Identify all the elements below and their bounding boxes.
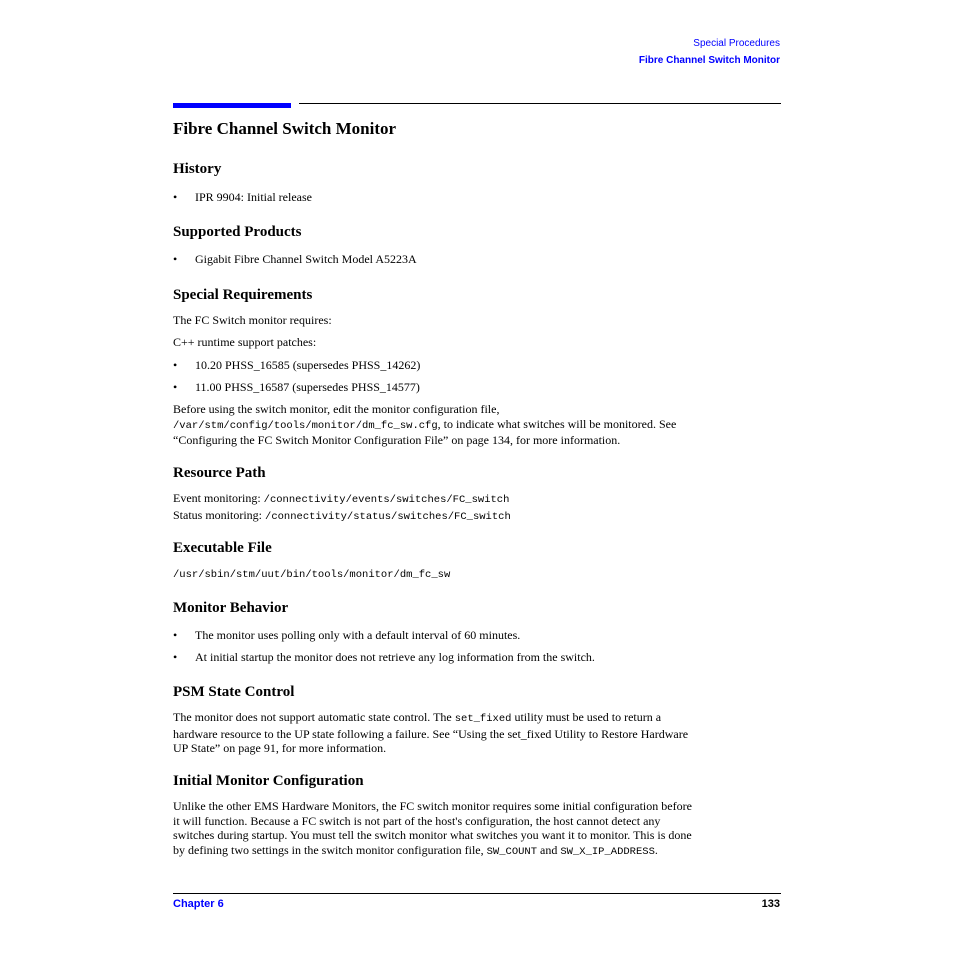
cross-reference: “Configuring the FC Switch Monitor Configuration File” on page 134, for more information. — [173, 433, 621, 447]
paragraph-text: UP State” on page 91, for more information. — [173, 741, 387, 755]
executable-path: /usr/sbin/stm/uut/bin/tools/monitor/dm_fc_sw — [173, 569, 451, 581]
bullet-icon: • — [173, 650, 178, 664]
paragraph-initial-config — [173, 799, 783, 859]
paragraph-text: Unlike the other EMS Hardware Monitors, the FC switch monitor requires some initial configuration before — [173, 799, 692, 813]
paragraph-text: by defining two settings in the switch monitor configuration file, — [173, 842, 484, 857]
bullet-icon: • — [173, 190, 178, 204]
heading-special-requirements: Special Requirements — [173, 287, 313, 303]
list-item-text: At initial startup the monitor does not retrieve any log information from the switch. — [195, 650, 595, 664]
title-accent-bar — [173, 103, 291, 108]
heading-initial-monitor-configuration: Initial Monitor Configuration — [173, 773, 364, 789]
running-header-subsection: Fibre Channel Switch Monitor — [638, 55, 780, 66]
title-rule — [299, 103, 781, 104]
heading-psm-state-control: PSM State Control — [173, 684, 295, 700]
page-title: Fibre Channel Switch Monitor — [173, 119, 397, 138]
set-fixed-code: set_fixed — [454, 713, 512, 725]
bullet-icon: • — [173, 628, 178, 642]
heading-history: History — [173, 161, 222, 177]
paragraph: The FC Switch monitor requires: — [173, 313, 332, 327]
paragraph-text: . — [654, 842, 658, 857]
event-path: /connectivity/events/switches/FC_switch — [263, 494, 510, 506]
list-item-text: Gigabit Fibre Channel Switch Model A5223A — [195, 252, 417, 266]
paragraph-text: hardware resource to the UP state following a failure. See “Using the set_fixed Utility to Restore Hardware — [173, 726, 689, 741]
list-item-text: 10.20 PHSS_16585 (supersedes PHSS_14262) — [195, 358, 421, 372]
paragraph-text: , to indicate what switches will be monitored. See — [437, 416, 677, 431]
sw-count-code: SW_COUNT — [486, 845, 538, 858]
paragraph-text: The monitor does not support automatic state control. The — [173, 710, 452, 724]
bullet-icon: • — [173, 358, 178, 372]
paragraph: C++ runtime support patches: — [173, 335, 317, 349]
paragraph-text: Before using the switch monitor, edit the monitor configuration file, — [173, 402, 500, 416]
bullet-icon: • — [173, 380, 178, 394]
list-item-text: The monitor uses polling only with a default interval of 60 minutes. — [195, 628, 521, 642]
paragraph-text: switches during startup. You must tell the switch monitor what switches you want it to monitor. This is done — [173, 828, 692, 842]
list-item-text: IPR 9904: Initial release — [195, 190, 312, 204]
event-label: Event monitoring: — [173, 491, 261, 505]
heading-executable-file: Executable File — [173, 540, 272, 556]
heading-monitor-behavior: Monitor Behavior — [173, 600, 289, 616]
footer-rule — [173, 893, 781, 894]
status-path: /connectivity/status/switches/FC_switch — [265, 510, 511, 523]
paragraph-config-file — [173, 402, 783, 448]
footer-chapter: Chapter 6 — [173, 898, 224, 910]
paragraph-text: it will function. Because a FC switch is not part of the host's configuration, the host cannot detect any — [173, 813, 661, 828]
footer-page-number: 133 — [761, 898, 780, 910]
running-header-section: Special Procedures — [693, 38, 780, 49]
paragraph-text: and — [540, 842, 558, 857]
executable-path-line — [173, 566, 783, 583]
list-item-text: 11.00 PHSS_16587 (supersedes PHSS_14577) — [195, 380, 420, 394]
paragraph-psm — [173, 710, 783, 756]
heading-resource-path: Resource Path — [173, 465, 266, 481]
resource-paths — [173, 491, 783, 524]
config-file-path: /var/stm/config/tools/monitor/dm_fc_sw.cfg — [173, 419, 438, 432]
status-label: Status monitoring: — [173, 507, 263, 522]
heading-supported-products: Supported Products — [173, 224, 302, 240]
sw-ip-address-code: SW_X_IP_ADDRESS — [560, 845, 655, 858]
paragraph-text: utility must be used to return a — [514, 710, 662, 724]
bullet-icon: • — [173, 252, 178, 266]
